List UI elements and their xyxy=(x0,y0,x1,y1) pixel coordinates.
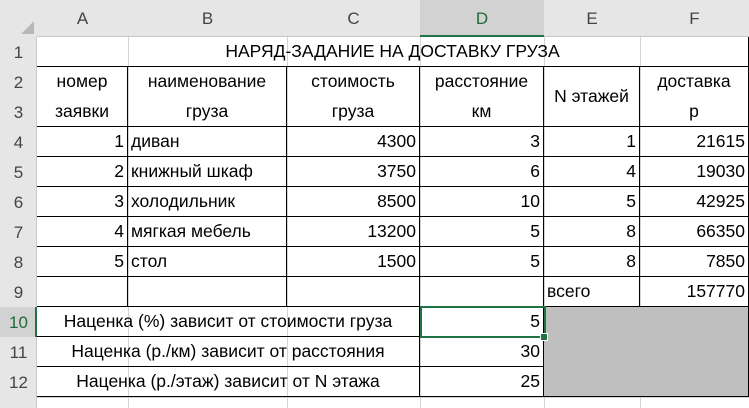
header-delivery-line2[interactable]: р xyxy=(640,97,749,127)
cargo-cost-cell[interactable]: 1500 xyxy=(287,247,420,277)
empty-cell[interactable] xyxy=(287,277,420,307)
active-cell-selection[interactable] xyxy=(420,306,546,338)
delivery-cost-cell[interactable]: 7850 xyxy=(640,247,749,277)
column-header-b[interactable]: B xyxy=(128,0,287,37)
cargo-name-cell[interactable]: книжный шкаф xyxy=(128,157,287,187)
header-cargo-cost-line1[interactable]: стоимость xyxy=(287,67,420,97)
cargo-cost-cell[interactable]: 13200 xyxy=(287,217,420,247)
floors-cell[interactable]: 8 xyxy=(544,247,640,277)
header-order-number-line1[interactable]: номер xyxy=(37,67,128,97)
header-cargo-name-line1[interactable]: наименование xyxy=(128,67,287,97)
cargo-cost-cell[interactable]: 8500 xyxy=(287,187,420,217)
markup-value-cell[interactable]: 30 xyxy=(420,337,544,367)
empty-cell[interactable] xyxy=(128,277,287,307)
floors-cell[interactable]: 4 xyxy=(544,157,640,187)
row-header-9[interactable]: 9 xyxy=(0,277,37,307)
row-header-4[interactable]: 4 xyxy=(0,127,37,157)
sheet-title-cell[interactable]: НАРЯД-ЗАДАНИЕ НА ДОСТАВКУ ГРУЗА xyxy=(37,37,749,67)
distance-cell[interactable]: 6 xyxy=(420,157,544,187)
delivery-cost-cell[interactable]: 19030 xyxy=(640,157,749,187)
column-header-f[interactable]: F xyxy=(640,0,749,37)
order-number-cell[interactable]: 2 xyxy=(37,157,128,187)
header-distance-line2[interactable]: км xyxy=(420,97,544,127)
distance-cell[interactable]: 5 xyxy=(420,247,544,277)
header-cargo-name-line2[interactable]: груза xyxy=(128,97,287,127)
order-number-cell[interactable]: 4 xyxy=(37,217,128,247)
row-header-1[interactable]: 1 xyxy=(0,37,37,67)
row-header-8[interactable]: 8 xyxy=(0,247,37,277)
empty-cell[interactable] xyxy=(37,277,128,307)
active-column-indicator xyxy=(420,35,544,37)
floors-cell[interactable]: 8 xyxy=(544,217,640,247)
total-value-cell[interactable]: 157770 xyxy=(640,277,749,307)
markup-value-cell[interactable]: 5 xyxy=(420,307,544,337)
cargo-name-cell[interactable]: холодильник xyxy=(128,187,287,217)
order-number-cell[interactable]: 3 xyxy=(37,187,128,217)
select-all-triangle-icon xyxy=(21,21,34,34)
row-header-10[interactable]: 10 xyxy=(0,307,37,337)
empty-cell[interactable] xyxy=(420,277,544,307)
cargo-cost-cell[interactable]: 4300 xyxy=(287,127,420,157)
cargo-name-cell[interactable]: диван xyxy=(128,127,287,157)
markup-label-cell[interactable]: Наценка (р./этаж) зависит от N этажа xyxy=(37,367,420,397)
fill-handle-icon[interactable] xyxy=(540,333,548,341)
delivery-cost-cell[interactable]: 21615 xyxy=(640,127,749,157)
total-label-cell[interactable]: всего xyxy=(544,277,640,307)
distance-cell[interactable]: 10 xyxy=(420,187,544,217)
distance-cell[interactable]: 5 xyxy=(420,217,544,247)
row-header-2[interactable]: 2 xyxy=(0,67,37,97)
row-header-11[interactable]: 11 xyxy=(0,337,37,367)
order-number-cell[interactable]: 5 xyxy=(37,247,128,277)
cargo-name-cell[interactable]: мягкая мебель xyxy=(128,217,287,247)
header-floors[interactable]: N этажей xyxy=(544,67,640,127)
order-number-cell[interactable]: 1 xyxy=(37,127,128,157)
row-header-13[interactable] xyxy=(0,397,37,408)
row-header-12[interactable]: 12 xyxy=(0,367,37,397)
row-header-6[interactable]: 6 xyxy=(0,187,37,217)
gray-filled-block[interactable] xyxy=(544,307,749,397)
header-delivery-line1[interactable]: доставка xyxy=(640,67,749,97)
markup-label-cell[interactable]: Наценка (%) зависит от стоимости груза xyxy=(37,307,420,337)
cargo-cost-cell[interactable]: 3750 xyxy=(287,157,420,187)
column-header-a[interactable]: A xyxy=(37,0,128,37)
column-header-e[interactable]: E xyxy=(544,0,640,37)
header-cargo-cost-line2[interactable]: груза xyxy=(287,97,420,127)
row-header-5[interactable]: 5 xyxy=(0,157,37,187)
gridline xyxy=(37,397,749,398)
header-distance-line1[interactable]: расстояние xyxy=(420,67,544,97)
column-header-c[interactable]: C xyxy=(287,0,420,37)
floors-cell[interactable]: 5 xyxy=(544,187,640,217)
row-header-7[interactable]: 7 xyxy=(0,217,37,247)
active-row-indicator xyxy=(35,307,37,337)
markup-label-cell[interactable]: Наценка (р./км) зависит от расстояния xyxy=(37,337,420,367)
distance-cell[interactable]: 3 xyxy=(420,127,544,157)
cargo-name-cell[interactable]: стол xyxy=(128,247,287,277)
select-all-corner[interactable] xyxy=(0,0,37,37)
header-order-number-line2[interactable]: заявки xyxy=(37,97,128,127)
markup-value-cell[interactable]: 25 xyxy=(420,367,544,397)
row-header-3[interactable]: 3 xyxy=(0,97,37,127)
floors-cell[interactable]: 1 xyxy=(544,127,640,157)
delivery-cost-cell[interactable]: 42925 xyxy=(640,187,749,217)
column-header-d[interactable]: D xyxy=(420,0,544,37)
delivery-cost-cell[interactable]: 66350 xyxy=(640,217,749,247)
